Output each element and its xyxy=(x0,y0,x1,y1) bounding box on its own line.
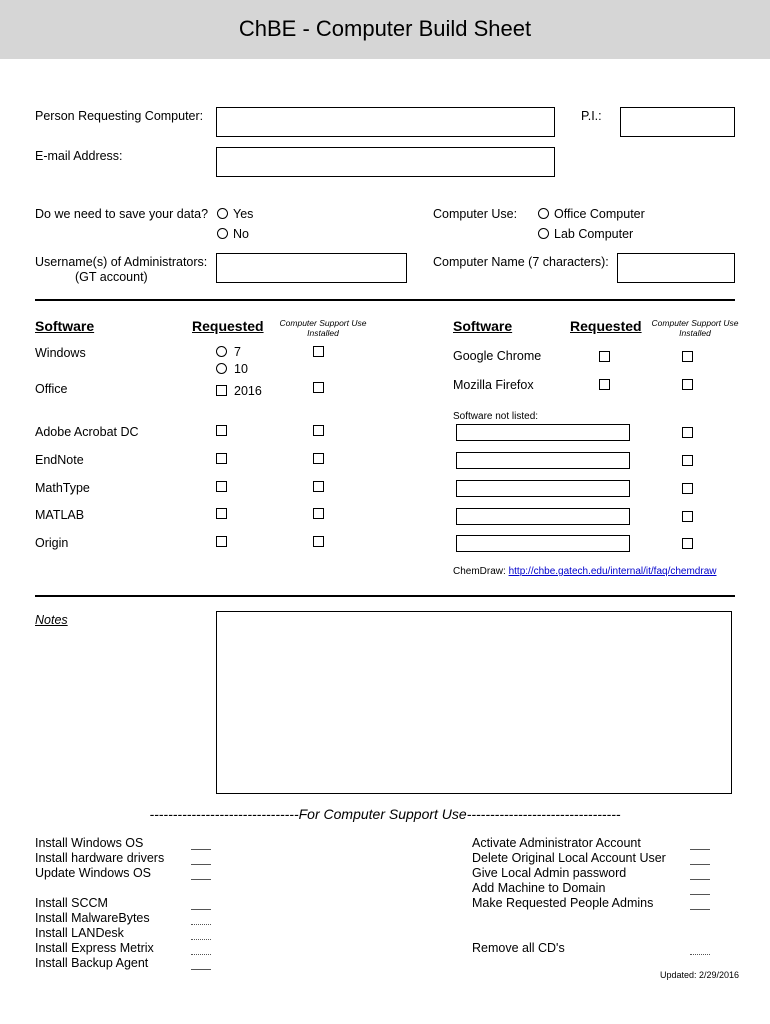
windows-10-label: 10 xyxy=(234,362,248,376)
other-software-input[interactable] xyxy=(456,452,630,469)
other-software-input[interactable] xyxy=(456,480,630,497)
other-software-installed-checkbox[interactable] xyxy=(682,483,693,494)
firefox-installed-checkbox[interactable] xyxy=(682,379,693,390)
task-label: Install Backup Agent xyxy=(35,956,149,970)
matlab-requested-checkbox[interactable] xyxy=(216,508,227,519)
use-office-label: Office Computer xyxy=(554,207,645,221)
use-office-radio[interactable] xyxy=(538,208,549,219)
admins-label: Username(s) of Administrators: xyxy=(35,255,208,269)
origin-installed-checkbox[interactable] xyxy=(313,536,324,547)
software-name: Mozilla Firefox xyxy=(453,378,534,392)
software-name: MATLAB xyxy=(35,508,85,522)
chemdraw-label: ChemDraw: xyxy=(453,566,506,577)
mathtype-requested-checkbox[interactable] xyxy=(216,481,227,492)
chemdraw-line xyxy=(453,566,716,577)
mathtype-installed-checkbox[interactable] xyxy=(313,481,324,492)
software-name: Google Chrome xyxy=(453,349,542,363)
chemdraw-link[interactable]: http://chbe.gatech.edu/internal/it/faq/chemdraw xyxy=(508,566,717,577)
task-label: Delete Original Local Account User xyxy=(472,851,666,865)
office-2016-label: 2016 xyxy=(234,384,262,398)
installed-header-left-line2: Installed xyxy=(307,328,339,338)
installed-header-right-line2: Installed xyxy=(679,328,711,338)
task-label: Make Requested People Admins xyxy=(472,896,654,910)
use-lab-label: Lab Computer xyxy=(554,227,634,241)
task-blank[interactable] xyxy=(191,939,211,940)
software-name: Adobe Acrobat DC xyxy=(35,425,139,439)
other-software-input[interactable] xyxy=(456,508,630,525)
task-blank[interactable] xyxy=(690,954,710,955)
software-name: Origin xyxy=(35,536,69,550)
task-blank[interactable] xyxy=(690,894,710,895)
installed-header-right-line1: Computer Support Use xyxy=(651,318,739,328)
task-label: Install Windows OS xyxy=(35,836,144,850)
software-header-right: Software xyxy=(453,318,513,334)
task-label: Activate Administrator Account xyxy=(472,836,641,850)
pi-input[interactable] xyxy=(620,107,735,137)
software-name: MathType xyxy=(35,481,90,495)
task-blank[interactable] xyxy=(191,909,211,910)
acrobat-installed-checkbox[interactable] xyxy=(313,425,324,436)
divider xyxy=(35,299,735,301)
task-label: Install hardware drivers xyxy=(35,851,165,865)
task-blank[interactable] xyxy=(191,924,211,925)
save-yes-radio[interactable] xyxy=(217,208,228,219)
email-label: E-mail Address: xyxy=(35,149,123,163)
divider xyxy=(35,595,735,597)
notes-label: Notes xyxy=(35,613,68,627)
windows-7-label: 7 xyxy=(234,345,241,359)
task-blank[interactable] xyxy=(191,879,211,880)
task-label: Add Machine to Domain xyxy=(472,881,606,895)
task-blank[interactable] xyxy=(191,954,211,955)
task-blank[interactable] xyxy=(690,849,710,850)
matlab-installed-checkbox[interactable] xyxy=(313,508,324,519)
not-listed-label: Software not listed: xyxy=(453,411,539,422)
support-heading: --------------------------------For Computer Support Use--------------------------------- xyxy=(149,806,621,822)
computer-use-label: Computer Use: xyxy=(433,207,518,221)
origin-requested-checkbox[interactable] xyxy=(216,536,227,547)
task-label: Install SCCM xyxy=(35,896,108,910)
computer-name-input[interactable] xyxy=(617,253,735,283)
acrobat-requested-checkbox[interactable] xyxy=(216,425,227,436)
page-title: ChBE - Computer Build Sheet xyxy=(238,16,532,41)
save-data-label: Do we need to save your data? xyxy=(35,207,209,221)
office-2016-checkbox[interactable] xyxy=(216,385,227,396)
admins-sublabel: (GT account) xyxy=(75,270,148,284)
office-installed-checkbox[interactable] xyxy=(313,382,324,393)
task-blank[interactable] xyxy=(690,864,710,865)
task-blank[interactable] xyxy=(191,969,211,970)
task-label: Install Express Metrix xyxy=(35,941,154,955)
email-input[interactable] xyxy=(216,147,555,177)
endnote-installed-checkbox[interactable] xyxy=(313,453,324,464)
software-name: Office xyxy=(35,382,68,396)
admins-input[interactable] xyxy=(216,253,407,283)
task-label: Give Local Admin password xyxy=(472,866,627,880)
windows-installed-checkbox[interactable] xyxy=(313,346,324,357)
other-software-installed-checkbox[interactable] xyxy=(682,427,693,438)
other-software-installed-checkbox[interactable] xyxy=(682,538,693,549)
windows-10-radio[interactable] xyxy=(216,363,227,374)
save-no-radio[interactable] xyxy=(217,228,228,239)
software-header-left: Software xyxy=(35,318,95,334)
installed-header-left-line1: Computer Support Use xyxy=(279,318,367,328)
save-no-label: No xyxy=(233,227,249,241)
task-label: Install LANDesk xyxy=(35,926,124,940)
other-software-installed-checkbox[interactable] xyxy=(682,455,693,466)
notes-textarea[interactable] xyxy=(216,611,732,794)
save-yes-label: Yes xyxy=(233,207,254,221)
software-name: EndNote xyxy=(35,453,84,467)
other-software-input[interactable] xyxy=(456,535,630,552)
person-input[interactable] xyxy=(216,107,555,137)
task-label: Install MalwareBytes xyxy=(35,911,150,925)
software-name: Windows xyxy=(35,346,86,360)
computer-name-label: Computer Name (7 characters): xyxy=(433,255,609,269)
task-blank[interactable] xyxy=(191,849,211,850)
chrome-requested-checkbox[interactable] xyxy=(599,351,610,362)
other-software-input[interactable] xyxy=(456,424,630,441)
task-label: Update Windows OS xyxy=(35,866,152,880)
use-lab-radio[interactable] xyxy=(538,228,549,239)
requested-header-left: Requested xyxy=(192,318,264,334)
installed-header-left xyxy=(278,318,368,338)
other-software-installed-checkbox[interactable] xyxy=(682,511,693,522)
pi-label: P.I.: xyxy=(581,109,602,123)
person-label: Person Requesting Computer: xyxy=(35,109,204,123)
updated-date: Updated: 2/29/2016 xyxy=(660,970,740,980)
firefox-requested-checkbox[interactable] xyxy=(599,379,610,390)
task-label: Remove all CD's xyxy=(472,941,565,955)
task-blank[interactable] xyxy=(690,879,710,880)
chrome-installed-checkbox[interactable] xyxy=(682,351,693,362)
endnote-requested-checkbox[interactable] xyxy=(216,453,227,464)
windows-7-radio[interactable] xyxy=(216,346,227,357)
task-blank[interactable] xyxy=(191,864,211,865)
installed-header-right xyxy=(650,318,740,338)
requested-header-right: Requested xyxy=(570,318,642,334)
task-blank[interactable] xyxy=(690,909,710,910)
